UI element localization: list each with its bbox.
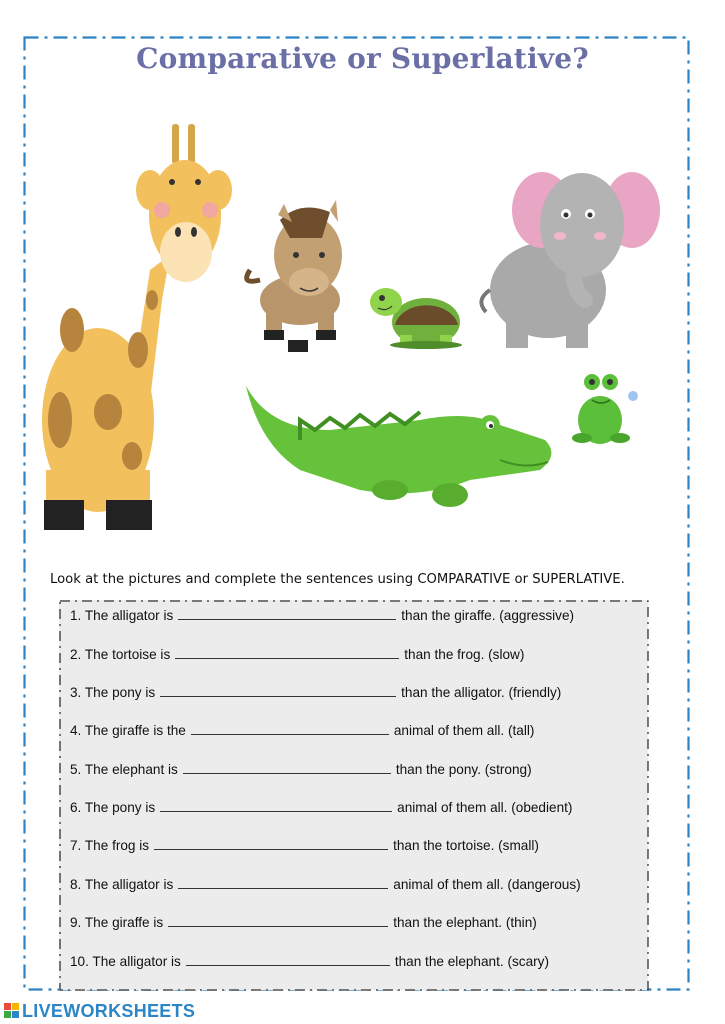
- sentence-end: than the elephant. (scary): [394, 954, 549, 969]
- answer-blank[interactable]: [191, 722, 389, 735]
- elephant-illustration: [481, 172, 660, 348]
- sentence-row: [70, 722, 534, 738]
- answer-blank[interactable]: [160, 799, 392, 812]
- sentence-start: 3. The pony is: [70, 685, 156, 700]
- sentence-start: 6. The pony is: [70, 800, 156, 815]
- sentence-start: 7. The frog is: [70, 838, 150, 853]
- sentence-start: 5. The elephant is: [70, 762, 178, 777]
- sentence-row: [70, 607, 574, 623]
- tortoise-illustration: [370, 288, 462, 349]
- alligator-illustration: [246, 386, 551, 507]
- sentence-row: [70, 876, 581, 892]
- sentence-start: 2. The tortoise is: [70, 647, 171, 662]
- sentence-start: 1. The alligator is: [70, 608, 174, 623]
- sentence-end: than the frog. (slow): [404, 647, 525, 662]
- sentence-end: than the alligator. (friendly): [401, 685, 562, 700]
- instruction-text: Look at the pictures and complete the sentences using COMPARATIVE or SUPERLATIVE.: [50, 572, 625, 587]
- sentence-end: animal of them all. (tall): [393, 723, 535, 738]
- answer-blank[interactable]: [168, 914, 388, 927]
- sentence-row: [70, 799, 572, 815]
- answer-blank[interactable]: [178, 607, 396, 620]
- sentence-row: [70, 684, 561, 700]
- sentence-row: [70, 761, 532, 777]
- sentence-start: 4. The giraffe is the: [70, 723, 186, 738]
- frog-illustration: [572, 374, 638, 444]
- answer-blank[interactable]: [178, 876, 388, 889]
- answer-blank[interactable]: [186, 953, 390, 966]
- sentence-end: than the giraffe. (aggressive): [401, 608, 575, 623]
- sentence-row: [70, 646, 524, 662]
- sentence-end: than the tortoise. (small): [393, 838, 539, 853]
- pony-illustration: [247, 200, 342, 352]
- answer-blank[interactable]: [183, 761, 391, 774]
- brand-name: LIVEWORKSHEETS: [22, 1000, 196, 1021]
- sentence-row: [70, 837, 539, 853]
- answer-blank[interactable]: [154, 837, 388, 850]
- sentence-start: 8. The alligator is: [70, 877, 174, 892]
- sentence-end: animal of them all. (dangerous): [393, 877, 581, 892]
- liveworksheets-logo-icon: [4, 1003, 20, 1019]
- sentence-start: 10. The alligator is: [70, 954, 181, 969]
- footer-brand[interactable]: [4, 1000, 195, 1022]
- sentence-row: [70, 914, 537, 930]
- worksheet-title: Comparative or Superlative?: [136, 42, 589, 75]
- giraffe-illustration: [42, 124, 232, 530]
- answer-blank[interactable]: [175, 646, 399, 659]
- sentence-end: than the elephant. (thin): [393, 915, 537, 930]
- sentence-row: [70, 953, 549, 969]
- answer-blank[interactable]: [160, 684, 396, 697]
- sentence-end: than the pony. (strong): [395, 762, 532, 777]
- sentence-start: 9. The giraffe is: [70, 915, 164, 930]
- sentence-end: animal of them all. (obedient): [397, 800, 573, 815]
